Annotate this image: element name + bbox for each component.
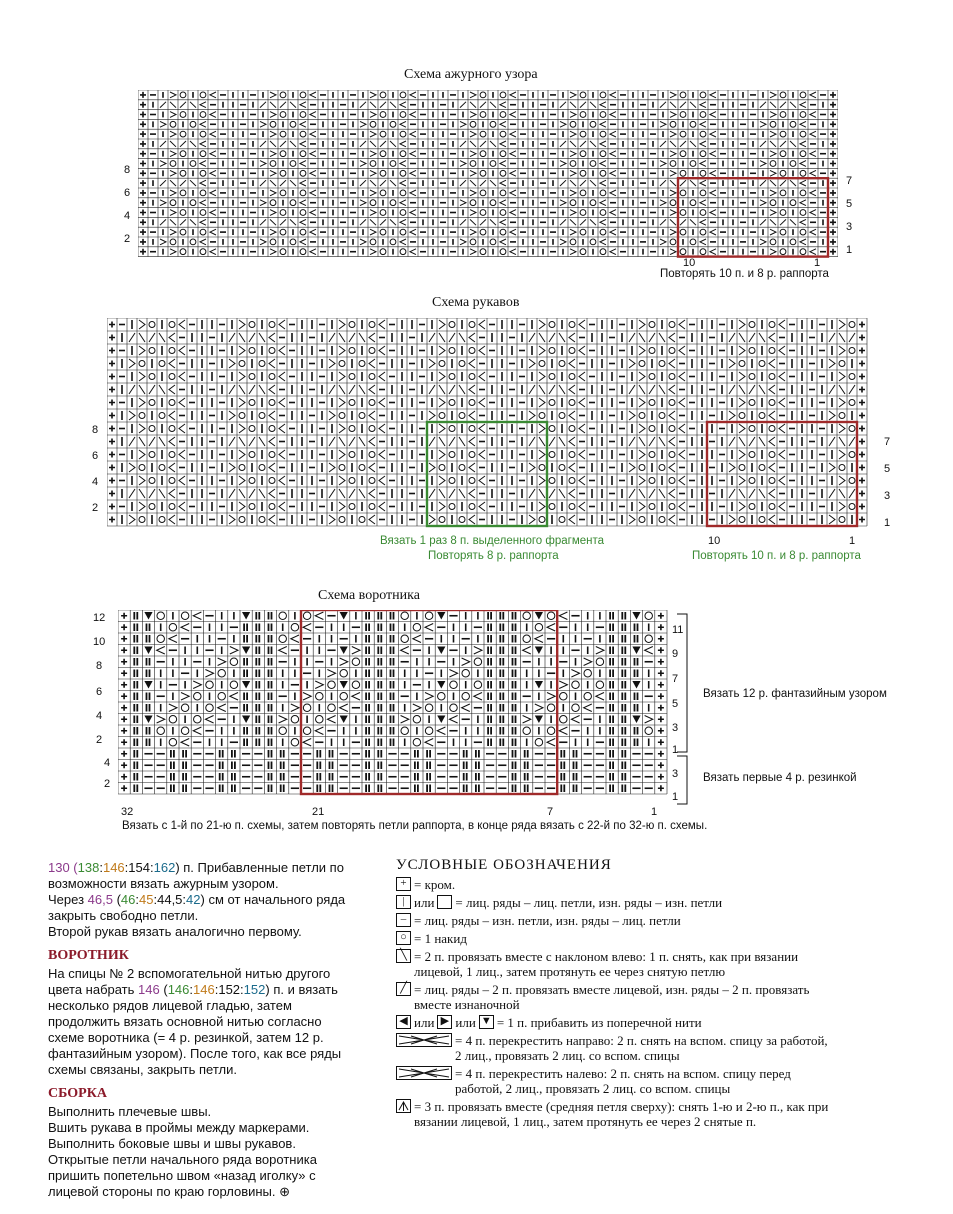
assembly-line: Вшить рукава в проймы между маркерами. [48, 1120, 310, 1135]
assembly-line: Выполнить боковые швы и швы рукавов. [48, 1136, 296, 1151]
left-row-number: 6 [96, 686, 103, 698]
decrease-right-icon: ╱ [396, 982, 411, 996]
right-row-number: 7 [672, 673, 679, 685]
collar-chart-grid [118, 610, 688, 800]
cable-right-icon [396, 1033, 452, 1047]
stitch-number: 1 [651, 806, 658, 818]
collar-chart-title: Схема воротника [318, 588, 420, 603]
right-row-number: 1 [672, 791, 679, 803]
legend-item: = 4 п. перекрестить направо: 2 п. снять на вспом. спицу за работой, 2 лиц., провязать 2 лиц. со вспом. спицы [396, 1033, 836, 1063]
assembly-heading: СБОРКА [48, 1086, 107, 1101]
right-row-number: 9 [672, 648, 679, 660]
legend-item: – = лиц. ряды – изн. петли, изн. ряды – лиц. петли [396, 913, 836, 928]
increase-down-icon: ▼ [479, 1015, 494, 1029]
right-row-number: 5 [846, 198, 853, 210]
left-row-number: 4 [104, 757, 111, 769]
right-row-number: 1 [672, 744, 679, 756]
stitch-number: 7 [547, 806, 554, 818]
openwork-repeat-note: Повторять 10 п. и 8 р. раппорта [660, 268, 829, 280]
collar-instruction-note: Вязать с 1-й по 21-ю п. схемы, затем повторять петли раппорта, в конце ряда вязать с 22-й по 32-ю п. схемы. [122, 820, 708, 832]
legend-item: ○ = 1 накид [396, 931, 836, 946]
instructions-column [48, 860, 348, 1200]
stitch-number: 10 [683, 257, 696, 269]
legend-title: УСЛОВНЫЕ ОБОЗНАЧЕНИЯ [396, 857, 612, 873]
right-row-number: 1 [884, 517, 891, 529]
left-row-number: 2 [96, 734, 103, 746]
stitch-number: 1 [849, 535, 856, 547]
right-row-number: 7 [884, 436, 891, 448]
stitch-number: 1 [814, 257, 821, 269]
bar-icon: | [396, 895, 411, 909]
left-row-number: 4 [124, 210, 131, 222]
left-row-number: 4 [92, 476, 99, 488]
left-row-number: 8 [92, 424, 99, 436]
right-row-number: 7 [846, 175, 853, 187]
right-row-number: 3 [884, 490, 891, 502]
right-row-number: 1 [846, 244, 853, 256]
stitch-count-paragraph: 130 (138:146:154:162) п. Прибавленные петли по возможности вязать ажурным узором. [48, 860, 344, 891]
bind-off-paragraph: Через 46,5 (46:45:44,5:42) см от начального ряда закрыть свободно петли. [48, 892, 346, 923]
left-row-number: 2 [92, 502, 99, 514]
legend-item: + = кром. [396, 877, 836, 892]
legend-item: | или = лиц. ряды – лиц. петли, изн. ряды – изн. петли [396, 895, 836, 910]
stitch-number: 21 [312, 806, 325, 818]
left-row-number: 2 [104, 778, 111, 790]
openwork-chart-grid [138, 90, 838, 260]
left-row-number: 8 [96, 660, 103, 672]
assembly-line: Открытые петли начального ряда воротника пришить попетельно швом «назад иголку» с лицевой стороны по краю горловины. ⊕ [48, 1152, 317, 1199]
right-row-number: 3 [846, 221, 853, 233]
sleeves-chart-grid [107, 318, 877, 530]
legend-item: = 4 п. перекрестить налево: 2 п. снять на вспом. спицу перед работой, 2 лиц., провязать 2 лиц. со вспом. спицы [396, 1066, 836, 1096]
dash-icon: – [396, 913, 411, 927]
collar-paragraph: На спицы № 2 вспомогательной нитью другого цвета набрать 146 (146:146:152:152) п. и вязать несколько рядов лицевой гладью, затем продолжить вязать основной нитью согласно схеме воротника (= 4 р. резинкой, затем 12 р. фантазийным узором). После того, как все ряды схемы связаны, закрыть петли. [48, 966, 342, 1077]
collar-brackets [675, 612, 695, 808]
increase-left-icon: ◀ [396, 1015, 411, 1029]
plus-icon: + [396, 877, 411, 891]
right-row-number: 3 [672, 722, 679, 734]
left-row-number: 10 [93, 636, 106, 648]
second-sleeve-paragraph: Второй рукав вязать аналогично первому. [48, 924, 302, 939]
increase-right-icon: ▶ [437, 1015, 452, 1029]
rib-rows-label: Вязать первые 4 р. резинкой [703, 772, 857, 784]
legend-item: ╲ = 2 п. провязать вместе с наклоном влево: 1 п. снять, как при вязании лицевой, 1 лиц., затем протянуть ее через снятую петлю [396, 949, 836, 979]
left-row-number: 2 [124, 233, 131, 245]
assembly-line: Выполнить плечевые швы. [48, 1104, 212, 1119]
legend [396, 858, 836, 1132]
cable-left-icon [396, 1066, 452, 1080]
right-row-number: 3 [672, 768, 679, 780]
fancy-rows-label: Вязать 12 р. фантазийным узором [703, 688, 887, 700]
legend-item: = 3 п. провязать вместе (средняя петля сверху): снять 1-ю и 2-ю п., как при вязании лицевой, 1 лиц., затем протянуть ее через 2 снятые п. [396, 1099, 836, 1129]
fragment-note: Вязать 1 раз 8 п. выделенного фрагмента [380, 535, 605, 547]
stitch-number: 10 [708, 535, 721, 547]
sleeves-repeat-note: Повторять 10 п. и 8 р. раппорта [692, 550, 861, 562]
decrease-left-icon: ╲ [396, 949, 411, 963]
left-row-number: 6 [92, 450, 99, 462]
sleeves-chart-title: Схема рукавов [432, 295, 520, 310]
legend-item: ╱ = лиц. ряды – 2 п. провязать вместе лицевой, изн. ряды – 2 п. провязать вместе изнаночной [396, 982, 836, 1012]
yarn-over-icon: ○ [396, 931, 411, 945]
blank-icon [437, 895, 452, 909]
openwork-chart-title: Схема ажурного узора [404, 67, 538, 82]
left-row-number: 6 [124, 187, 131, 199]
right-row-number: 11 [672, 624, 684, 636]
end-mark-icon: ⊕ [279, 1184, 291, 1199]
rows-repeat-note: Повторять 8 р. раппорта [428, 550, 559, 562]
right-row-number: 5 [672, 698, 679, 710]
collar-heading: ВОРОТНИК [48, 948, 129, 963]
left-row-number: 8 [124, 164, 131, 176]
left-row-number: 4 [96, 710, 103, 722]
decrease-3-icon [396, 1099, 411, 1113]
left-row-number: 12 [93, 612, 106, 624]
stitch-number: 32 [121, 806, 134, 818]
legend-item: ◀ или ▶ или ▼ = 1 п. прибавить из поперечной нити [396, 1015, 836, 1030]
right-row-number: 5 [884, 463, 891, 475]
